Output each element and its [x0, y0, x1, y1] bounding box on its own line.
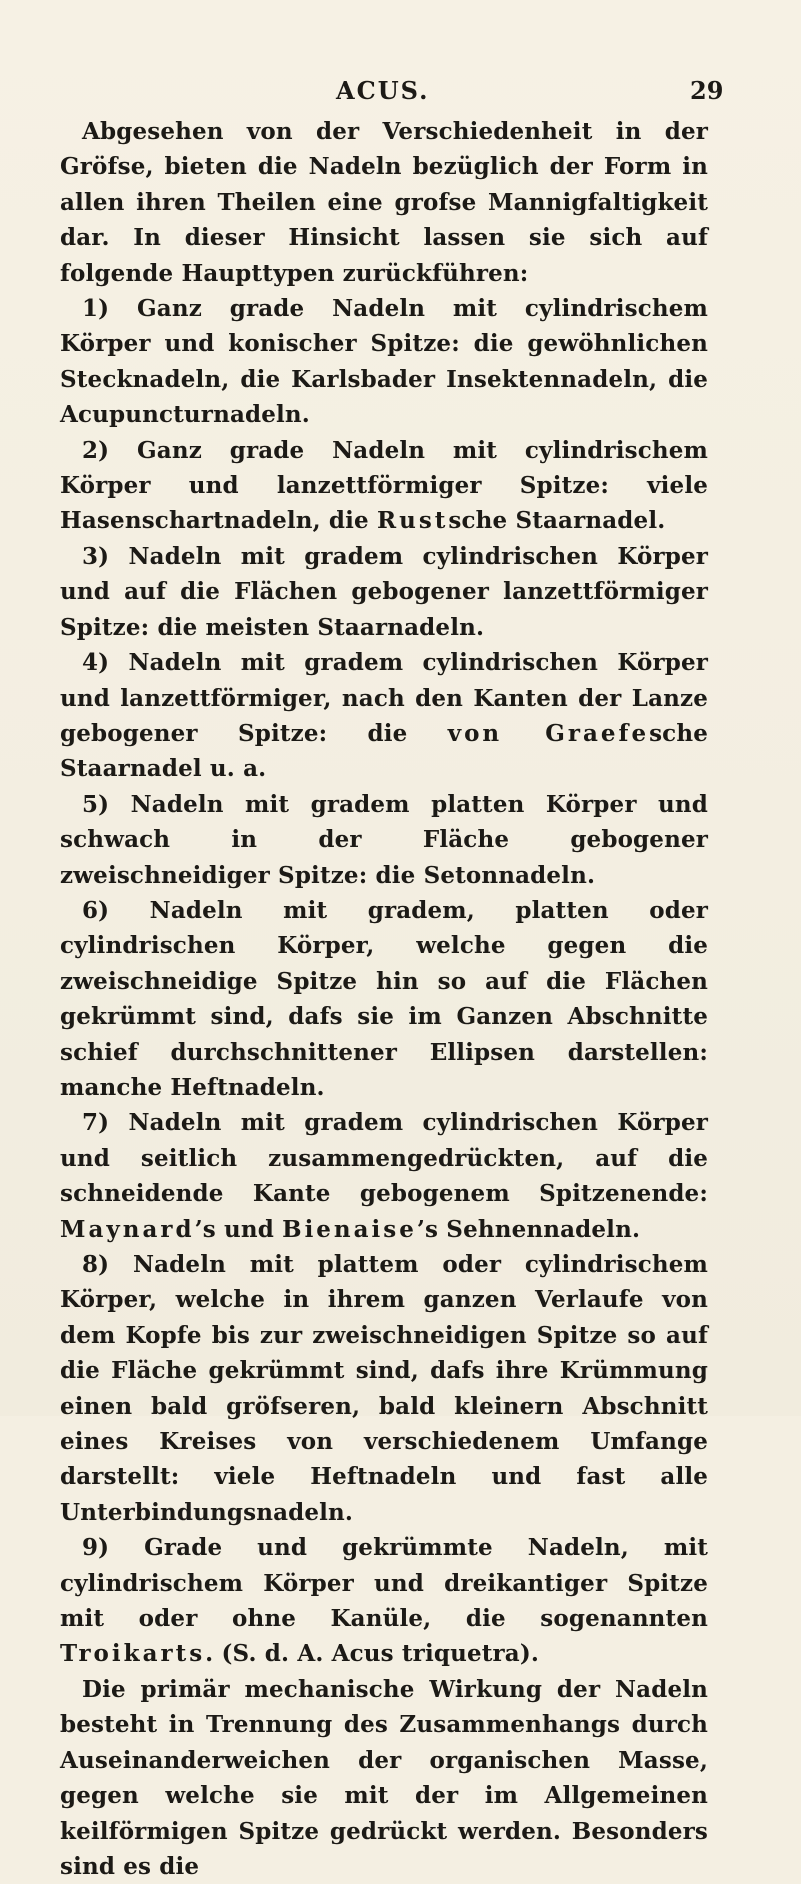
text-segment: 3) Nadeln mit gradem cylindrischen Körper und auf die Flächen gebogener lanzettförmiger Spitze: die meisten Staarnadeln.: [60, 542, 708, 641]
paragraph-type-9: [60, 1530, 708, 1672]
paragraph-mechanism: [60, 1672, 708, 1884]
paragraph-type-4: [60, 645, 708, 787]
paragraph-type-7: [60, 1105, 708, 1247]
spaced-name-rust: Rust: [376, 507, 449, 535]
text-segment: ’s und: [194, 1215, 283, 1243]
paragraph-type-6: [60, 893, 708, 1105]
paragraph-type-2: [60, 433, 708, 539]
paragraph-intro: [60, 114, 708, 291]
text-segment: . (S. d. A. Acus triquetra).: [205, 1640, 540, 1668]
text-segment: 9) Grade und gekrümmte Nadeln, mit cylindrischem Körper und dreikantiger Spitze mit oder ohne Kanüle, die sogenannten: [60, 1534, 708, 1633]
paragraph-type-1: [60, 291, 708, 433]
text-segment: Die primär mechanische Wirkung der Nadeln besteht in Trennung des Zusammenhangs durch Auseinanderweichen der organischen Masse, gegen welche sie mit der im Allgemeinen keilförmigen Spitze gedrückt werden. Besonders sind es die: [60, 1675, 708, 1880]
text-segment: ’s Sehnennadeln.: [416, 1215, 641, 1243]
text-segment: 7) Nadeln mit gradem cylindrischen Körper und seitlich zusammengedrückten, auf die schneidende Kante gebogenem Spitzenende:: [60, 1109, 708, 1208]
paragraph-type-3: [60, 539, 708, 645]
page-number: 29: [690, 76, 724, 105]
text-segment: Abgesehen von der Verschiedenheit in der Gröfse, bieten die Nadeln bezüglich der Form in allen ihren Theilen eine grofse Mannigfaltigkeit dar. In dieser Hinsicht lassen sie sich auf folgende Haupttypen zurückführen:: [60, 118, 708, 287]
paragraph-type-8: [60, 1247, 708, 1530]
text-segment: 6) Nadeln mit gradem, platten oder cylindrischen Körper, welche gegen die zweischneidige Spitze hin so auf die Flächen gekrümmt sind, dafs sie im Ganzen Abschnitte schief durchschnittener Ellipsen darstellen: manche Heftnadeln.: [60, 896, 708, 1101]
text-segment: sche Staarnadel u. a.: [60, 719, 708, 783]
text-segment: 4) Nadeln mit gradem cylindrischen Körper und lanzettförmiger, nach den Kanten der Lanze gebogener Spitze: die: [60, 649, 708, 747]
running-header: [0, 76, 801, 110]
spaced-name-bienaise: Bienaise: [282, 1215, 417, 1243]
spaced-name-maynard: Maynard: [60, 1215, 195, 1243]
spaced-name-troikarts: Troikarts: [60, 1640, 206, 1668]
text-segment: 5) Nadeln mit gradem platten Körper und schwach in der Fläche gebogener zweischneidiger Spitze: die Setonnadeln.: [60, 790, 708, 889]
running-title: ACUS.: [336, 76, 430, 105]
body-text: [60, 114, 708, 1884]
spaced-name-graefe: von Graefe: [447, 719, 650, 747]
text-segment: 8) Nadeln mit plattem oder cylindrischem Körper, welche in ihrem ganzen Verlaufe von dem Kopfe bis zur zweischneidigen Spitze so auf die Fläche gekrümmt sind, dafs ihre Krümmung einen bald gröfseren, bald kleinern Abschnitt eines Kreises von verschiedenem Umfange darstellt: viele Heftnadeln und fast alle Unterbindungsnadeln.: [60, 1251, 708, 1526]
text-segment: 1) Ganz grade Nadeln mit cylindrischem Körper und konischer Spitze: die gewöhnlichen Stecknadeln, die Karlsbader Insektennadeln, die Acupuncturnadeln.: [60, 295, 708, 429]
text-segment: 2) Ganz grade Nadeln mit cylindrischem Körper und lanzettförmiger Spitze: viele Hasenschartnadeln, die: [60, 436, 708, 535]
text-segment: sche Staarnadel.: [448, 507, 666, 535]
paragraph-type-5: [60, 787, 708, 893]
